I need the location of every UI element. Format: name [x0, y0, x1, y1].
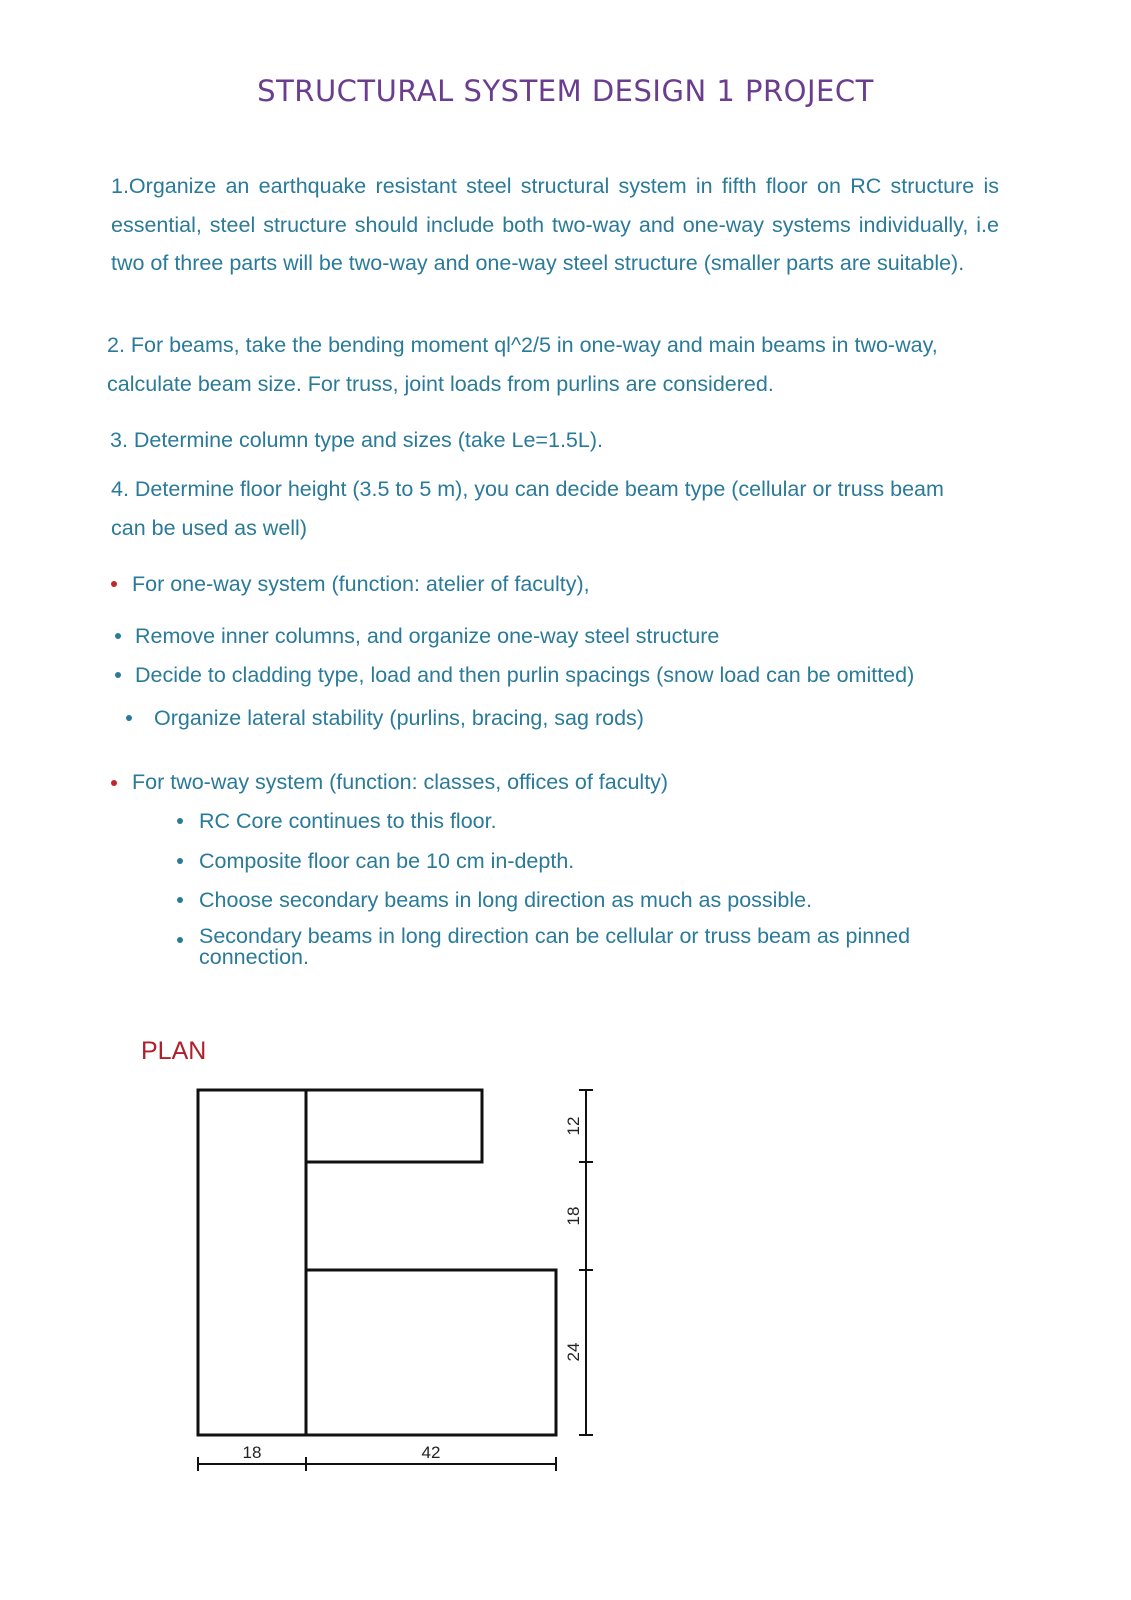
two-way-bullet: RC Core continues to this floor. — [199, 809, 497, 833]
two-way-heading: For two-way system (function: classes, offices of faculty) — [132, 770, 669, 794]
item-2-text: 2. For beams, take the bending moment ql^2/5 in one-way and main beams in two-way, calculate beam size. For truss, joint loads from purlins are considered. — [107, 333, 938, 396]
one-way-bullet: Organize lateral stability (purlins, bracing, sag rods) — [154, 706, 644, 730]
two-way-bullet: Choose secondary beams in long direction as much as possible. — [199, 888, 813, 912]
two-way-bullet: Secondary beams in long direction can be cellular or truss beam as pinned connection. — [199, 924, 911, 969]
one-way-heading: For one-way system (function: atelier of faculty), — [132, 572, 590, 596]
one-way-bullet: Remove inner columns, and organize one-way steel structure — [135, 624, 720, 648]
page-title: STRUCTURAL SYSTEM DESIGN 1 PROJECT — [257, 74, 874, 108]
item-4-text: 4. Determine floor height (3.5 to 5 m), you can decide beam type (cellular or truss beam can be used as well) — [111, 477, 944, 540]
plan-heading: PLAN — [141, 1037, 207, 1065]
dim-label-18: 18 — [242, 1443, 262, 1462]
one-way-bullet: Decide to cladding type, load and then purlin spacings (snow load can be omitted) — [135, 663, 915, 687]
dim-label-18-vertical: 18 — [564, 1206, 583, 1226]
dim-label-42: 42 — [421, 1443, 441, 1462]
item-3-text: 3. Determine column type and sizes (take Le=1.5L). — [110, 428, 603, 452]
plan-outline — [198, 1090, 556, 1435]
item-1-text: 1.Organize an earthquake resistant steel structural system in fifth floor on RC structure is essential, steel structure should include both two-way and one-way systems individually, i.e two of three parts will be two-way and one-way steel structure (smaller parts are suitable). — [111, 174, 999, 275]
dim-label-24: 24 — [564, 1342, 583, 1362]
two-way-bullet: Composite floor can be 10 cm in-depth. — [199, 849, 575, 873]
dim-label-12: 12 — [564, 1116, 583, 1136]
